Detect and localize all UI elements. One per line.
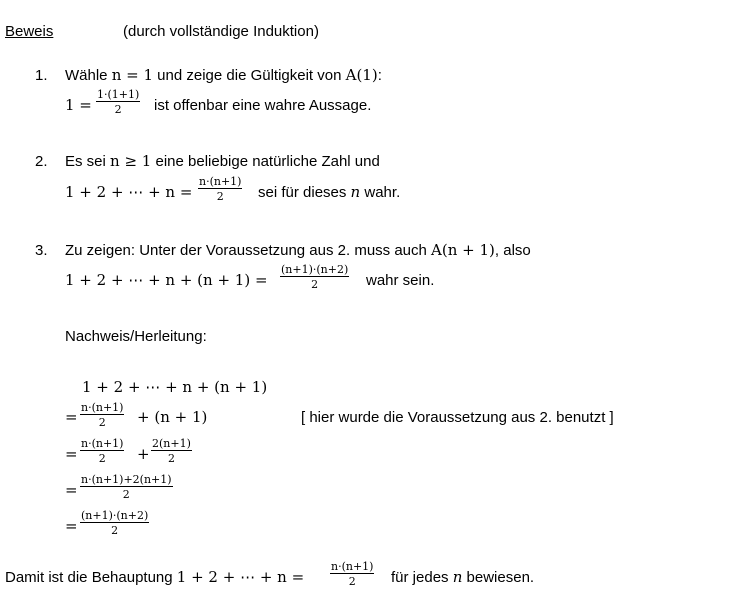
- derivation-line3-fraction: [80, 474, 173, 500]
- step1-frac-den: 2: [114, 103, 122, 116]
- step3-line: [65, 243, 531, 258]
- step2-eq-lhs: 1 + 2 + ⋯ + n =: [65, 183, 193, 201]
- step2-math-a: n ≥ 1: [110, 152, 152, 170]
- step3-fraction: [280, 264, 349, 290]
- conclusion-frac-den: 2: [348, 575, 356, 588]
- step3-frac-den: 2: [311, 278, 319, 291]
- step2-text-a: Es sei: [65, 153, 111, 170]
- derivation-line3-eq: =: [65, 481, 78, 499]
- derivation-line3-num: n·(n+1)+2(n+1): [81, 473, 172, 486]
- step3-eq-lhs: 1 + 2 + ⋯ + n + (n + 1) =: [65, 271, 268, 289]
- proof-subtitle: (durch vollständige Induktion): [123, 23, 319, 40]
- conclusion-text-a: Damit ist die Behauptung: [5, 569, 177, 586]
- step3-text-b: , also: [494, 242, 531, 259]
- step1-fraction: [96, 89, 140, 115]
- step3-eq-text: wahr sein.: [366, 272, 435, 289]
- conclusion-math-a: 1 + 2 + ⋯ + n =: [176, 568, 305, 586]
- derivation-line4-num: (n+1)·(n+2): [81, 509, 149, 522]
- conclusion-var: n: [452, 568, 463, 586]
- conclusion-line: [5, 570, 304, 585]
- step2-eq-text-a: sei für dieses: [258, 184, 351, 201]
- step1-text-a: Wähle: [65, 67, 112, 84]
- derivation-line4-eq: =: [65, 517, 78, 535]
- step1-text-b: und zeige die Gültigkeit von: [153, 67, 346, 84]
- step2-number: 2.: [35, 153, 48, 170]
- derivation-line2-den-a: 2: [98, 452, 106, 465]
- step2-frac-num: n·(n+1): [199, 175, 242, 188]
- derivation-line1-note: [ hier wurde die Voraussetzung aus 2. benutzt ]: [301, 409, 614, 426]
- derivation-line4-den: 2: [111, 524, 119, 537]
- derivation-line2-fraction-b: [151, 438, 192, 464]
- derivation-line1-eq: =: [65, 408, 78, 426]
- proof-title: Beweis: [5, 23, 54, 40]
- derivation-line0: 1 + 2 + ⋯ + n + (n + 1): [82, 378, 268, 396]
- derivation-line1-fraction: [80, 402, 124, 428]
- derivation-line2-eq: =: [65, 445, 78, 463]
- step2-line: [65, 154, 380, 169]
- step1-eq-lhs: 1 =: [65, 96, 92, 114]
- step1-math-b: A(1): [345, 66, 378, 84]
- step1-frac-num: 1·(1+1): [97, 88, 140, 101]
- step2-eq-text-b: wahr.: [360, 184, 401, 201]
- conclusion-text-b: für jedes: [391, 569, 453, 586]
- derivation-line1-num: n·(n+1): [81, 401, 124, 414]
- derivation-line3-den: 2: [122, 488, 130, 501]
- derivation-line2-fraction-a: [80, 438, 124, 464]
- derivation-line4-fraction: [80, 510, 149, 536]
- nachweis-label: Nachweis/Herleitung:: [65, 328, 207, 345]
- conclusion-frac-num: n·(n+1): [331, 560, 374, 573]
- conclusion-fraction: [330, 561, 374, 587]
- derivation-line2-num-b: 2(n+1): [152, 437, 191, 450]
- step1-number: 1.: [35, 67, 48, 84]
- step2-eq-var: n: [350, 183, 361, 201]
- derivation-line2-plus: +: [137, 445, 150, 463]
- derivation-line2-den-b: 2: [167, 452, 175, 465]
- step1-line: [65, 68, 382, 83]
- step2-text-b: eine beliebige natürliche Zahl und: [151, 153, 380, 170]
- step2-fraction: [198, 176, 242, 202]
- derivation-line1-den: 2: [98, 416, 106, 429]
- step3-math-a: A(n + 1): [431, 241, 495, 259]
- step1-eq-text: ist offenbar eine wahre Aussage.: [154, 97, 372, 114]
- step2-eq-text: [258, 185, 400, 200]
- conclusion-text-c: bewiesen.: [462, 569, 535, 586]
- step3-text-a: Zu zeigen: Unter der Voraussetzung aus 2. muss auch: [65, 242, 432, 259]
- step1-text-c: :: [377, 67, 382, 84]
- step3-number: 3.: [35, 242, 48, 259]
- conclusion-end: [391, 570, 534, 585]
- step3-frac-num: (n+1)·(n+2): [281, 263, 349, 276]
- derivation-line2-num-a: n·(n+1): [81, 437, 124, 450]
- step1-math-a: n = 1: [111, 66, 153, 84]
- step2-frac-den: 2: [216, 190, 224, 203]
- derivation-line1-rest: + (n + 1): [137, 408, 208, 426]
